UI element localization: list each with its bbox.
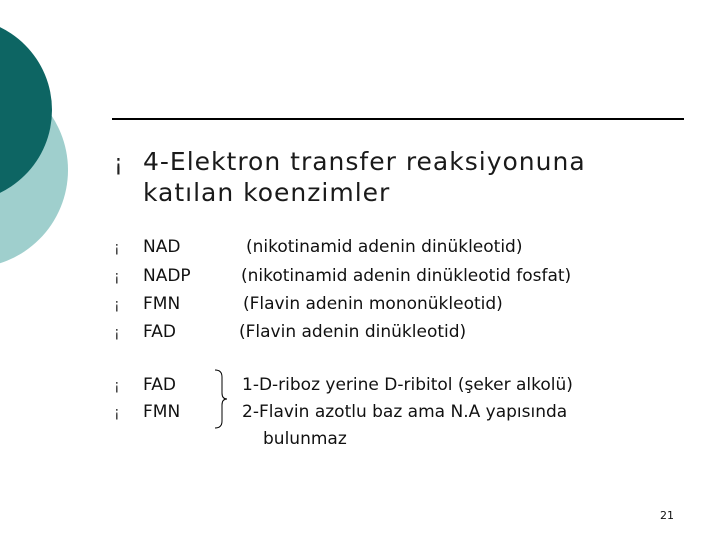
- list-item-desc: (Flavin adenin dinükleotid): [239, 322, 467, 342]
- list-item-abbr: NAD: [143, 237, 181, 257]
- list-item-abbr: FAD: [143, 322, 176, 342]
- decorative-teal-circles: [0, 0, 90, 300]
- bullet-6: ¡: [114, 405, 120, 421]
- bullet-5: ¡: [114, 378, 120, 394]
- bullet-2: ¡: [114, 269, 120, 285]
- note-line-2: 2-Flavin azotlu baz ama N.A yapısında: [242, 402, 568, 422]
- title-line-2: katılan koenzimler: [143, 178, 391, 207]
- bullet-1: ¡: [114, 240, 120, 256]
- title-bullet: ¡: [114, 151, 123, 176]
- list-item-abbr: FMN: [143, 294, 181, 314]
- note-line-3: bulunmaz: [263, 429, 347, 449]
- page-number: 21: [660, 509, 674, 522]
- slide-title: [143, 146, 586, 208]
- list-item-desc: (nikotinamid adenin dinükleotid): [246, 237, 523, 257]
- list-item-desc: (nikotinamid adenin dinükleotid fosfat): [241, 266, 572, 286]
- note-line-1: 1-D-riboz yerine D-ribitol (şeker alkolü): [242, 375, 573, 395]
- list-item-abbr: FAD: [143, 375, 176, 395]
- title-line-1: 4-Elektron transfer reaksiyonuna: [143, 147, 586, 176]
- title-divider-line: [112, 118, 684, 120]
- bullet-3: ¡: [114, 297, 120, 313]
- list-item-abbr: FMN: [143, 402, 181, 422]
- list-item-desc: (Flavin adenin mononükleotid): [243, 294, 503, 314]
- bullet-4: ¡: [114, 325, 120, 341]
- list-item-abbr: NADP: [143, 266, 191, 286]
- grouping-brace: [214, 369, 228, 429]
